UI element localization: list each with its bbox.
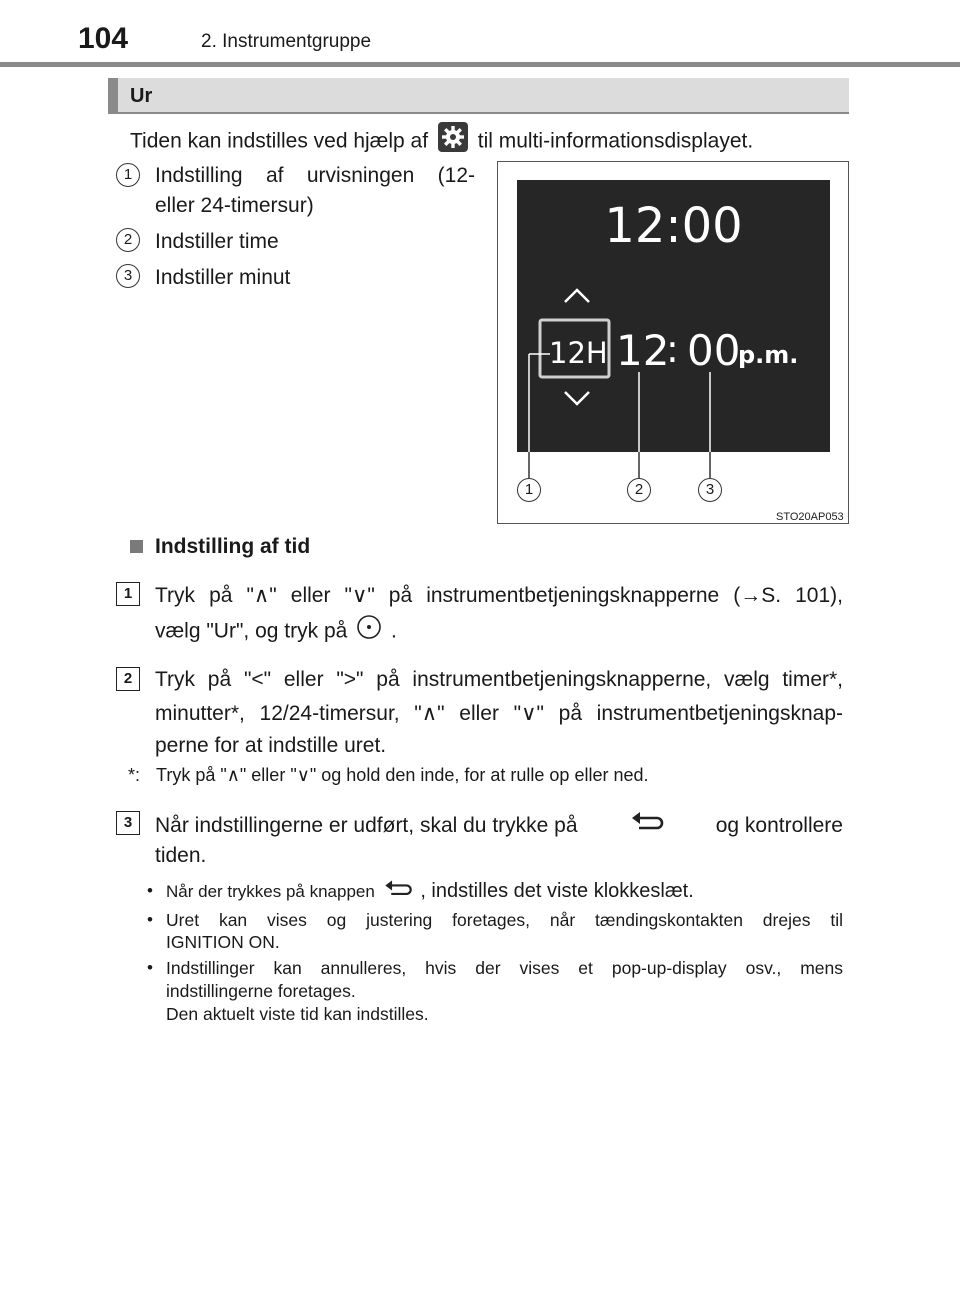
subsection-title: Indstilling af tid	[155, 535, 311, 558]
legend-item-3: Indstiller minut	[155, 266, 291, 289]
step-3-text-after: og kontrollere	[715, 814, 843, 837]
minute-value[interactable]: 00	[687, 326, 741, 375]
gear-icon	[438, 122, 468, 162]
figure-callout-3: 3	[698, 478, 722, 502]
figure-code: STO20AP053	[776, 511, 844, 523]
legend-number-2: 2	[116, 228, 140, 252]
mode-label[interactable]: 12H	[549, 336, 608, 370]
step-1-line2	[155, 614, 843, 650]
step-3-line2: tiden.	[155, 844, 207, 867]
note-3-line3: Den aktuelt viste tid kan indstilles.	[166, 1004, 429, 1024]
footnote-mark: *:	[128, 765, 141, 785]
chevron-down-icon	[565, 392, 589, 404]
step-1-text-after: .	[391, 619, 397, 643]
section-title: Ur	[130, 85, 153, 107]
step-number-3: 3	[116, 811, 140, 835]
step-2-line2: minutter*, 12/24-timersur, "∧" eller "∨" på instrumentbetjeningsknap-	[155, 702, 843, 725]
footnote-text: Tryk på "∧" eller "∨" og hold den inde, for at rulle op eller ned.	[156, 765, 649, 785]
step-2-line1: Tryk på "<" eller ">" på instrumentbetjeningsknapperne, vælg timer*,	[155, 668, 843, 691]
time-colon: :	[666, 327, 679, 371]
legend-number-3: 3	[116, 264, 140, 288]
square-bullet	[130, 540, 143, 553]
section-band-accent	[108, 78, 118, 112]
step-1-text-before: vælg "Ur", og tryk på	[155, 619, 348, 643]
note-bullet-1: •	[147, 881, 153, 900]
section-band	[108, 78, 849, 114]
figure-callout-1: 1	[517, 478, 541, 502]
note-1-after: , indstilles det viste klokkeslæt.	[420, 880, 694, 902]
legend-item-1-line1: Indstilling af urvisningen (12-	[155, 164, 475, 187]
callout-lines-lower	[497, 452, 849, 492]
clock-top-display: 12:00	[604, 198, 743, 254]
legend-number-1: 1	[116, 163, 140, 187]
step-3-text-before: Når indstillingerne er udført, skal du trykke på	[155, 814, 578, 837]
note-1	[166, 877, 846, 908]
chapter-title: 2. Instrumentgruppe	[201, 31, 372, 52]
intro-after: til multi-informationsdisplayet.	[477, 129, 754, 153]
figure-callout-2: 2	[627, 478, 651, 502]
step-2-line3: perne for at indstille uret.	[155, 734, 387, 757]
intro-text	[130, 122, 850, 162]
hour-value[interactable]: 12	[616, 326, 670, 375]
ok-button-icon	[356, 614, 382, 650]
note-3-line2: indstillingerne foretages.	[166, 981, 356, 1001]
note-3-line1: Indstillinger kan annulleres, hvis der vises et pop-up-display osv., mens	[166, 958, 843, 978]
note-2-line1: Uret kan vises og justering foretages, når tændingskontakten drejes til	[166, 910, 843, 930]
note-1-before: Når der trykkes på knappen	[166, 882, 375, 901]
legend-item-2: Indstiller time	[155, 230, 279, 253]
clock-screen-graphics	[517, 180, 830, 452]
ampm-label: p.m.	[738, 341, 799, 369]
step-number-2: 2	[116, 667, 140, 691]
chevron-up-icon	[565, 290, 589, 302]
step-1-line1: Tryk på "∧" eller "∨" på instrumentbetjeningsknapperne (→S. 101),	[155, 584, 843, 607]
back-icon	[382, 877, 414, 908]
note-bullet-3: •	[147, 958, 153, 977]
step-number-1: 1	[116, 582, 140, 606]
intro-before: Tiden kan indstilles ved hjælp af	[130, 129, 429, 153]
note-bullet-2: •	[147, 910, 153, 929]
legend-item-1-line2: eller 24-timersur)	[155, 194, 314, 217]
step-3-line1	[155, 808, 843, 844]
back-icon	[629, 808, 665, 844]
header-rule	[0, 62, 960, 67]
page-number: 104	[78, 22, 129, 55]
note-2-line2: IGNITION ON.	[166, 932, 280, 952]
